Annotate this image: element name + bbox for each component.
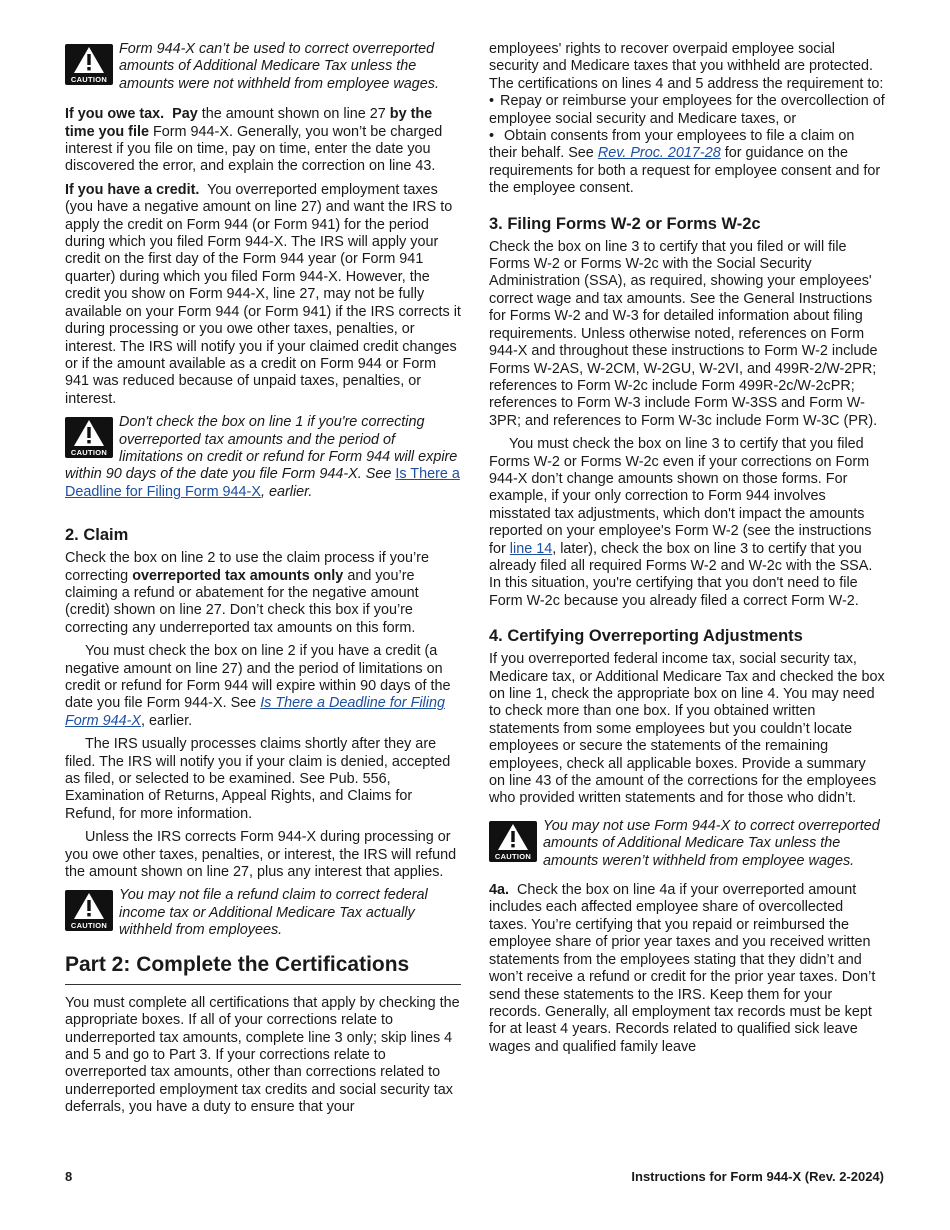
caution-icon: CAUTION xyxy=(65,890,113,931)
caution-note-4: CAUTION You may not use Form 944-X to correct overreported amounts of Additional Medicare Tax unless the amounts weren’t withheld from employee wages. xyxy=(489,818,885,870)
caution-icon: CAUTION xyxy=(65,44,113,85)
certifications-continued: employees' rights to recover overpaid employee social security and Medicare taxes that you withheld are protected. The certifications on lines 4 and 5 address the requirement to: xyxy=(489,41,884,92)
claim-heading: 2. Claim xyxy=(65,526,129,545)
line-14-link[interactable]: line 14 xyxy=(509,540,553,557)
bullet-item: • Repay or reimburse your employees for the overcollection of employee social security and Medicare taxes, or xyxy=(489,93,885,128)
certifying-heading: 4. Certifying Overreporting Adjustments xyxy=(489,627,803,646)
bullet-item: • Obtain consents from your employees to file a claim on their behalf. See Rev. Proc. 2017-28 for guidance on the requirements for both a request for employee consent and for the employee consent. xyxy=(489,128,885,198)
certifying-paragraph: If you overreported federal income tax, social security tax, Medicare tax, or Additional Medicare Tax and checked the box on line 1, check the appropriate box on line 4. You may need to check more than one box. If you obtained written statements from some employees but you couldn’t locate employees or secure the statements of the remaining employees, check all applicable boxes. Provide a summary on line 43 of the amount of the corrections for the employees who provided written statements and for those who didn’t. xyxy=(489,651,885,807)
w2-heading: 3. Filing Forms W-2 or Forms W-2c xyxy=(489,214,761,233)
line-4a-paragraph: 4a. Check the box on line 4a if your overreported amount includes each affected employee share of overcollected taxes. You’re certifying that you repaid or reimbursed the employee share of prior year taxes and you received written statements from the employees stating that they didn’t and won’t receive a refund or credit for the prior year taxes. Don’t send these statements to the IRS. Keep them for your records. Generally, all employment tax records must be kept for at least 4 years. Records related to qualified sick leave wages and qualified family leave xyxy=(489,882,876,1055)
part2-paragraph: You must complete all certifications that apply by checking the appropriate boxes. If all of your corrections relate to underreported tax amounts, complete line 3 only; skip lines 4 and 5 and go to Part 3. If your corrections relate to overreported tax amounts, other than corrections related to underreported employment tax credits and social security tax deferrals, you have a duty to ensure that your xyxy=(65,994,460,1116)
left-column xyxy=(65,41,461,1123)
caution-note-1 xyxy=(65,41,461,93)
claim-paragraph-3: The IRS usually processes claims shortly after they are filed. The IRS will notify you if your claim is denied, accepted as filed, or selected to be examined. See Pub. 556, Examination of Returns, Appeal Rights, and Claims for Refund, for more information. xyxy=(65,736,451,822)
footer-title: Instructions for Form 944-X (Rev. 2-2024) xyxy=(631,1169,884,1184)
caution-note-2: CAUTION Don't check the box on line 1 if you're correcting overreported tax amounts and the period of limitations on credit or refund for Form 944 will expire within 90 days of the date you file Form 944-X. See Is There a Deadline for Filing Form 944-X, earlier. xyxy=(65,414,460,500)
part2-heading: Part 2: Complete the Certifications xyxy=(65,952,461,985)
caution-text: Form 944-X can’t be used to correct overreported amounts of Additional Medicare Tax unless the amounts were not withheld from employee wages. xyxy=(119,41,439,92)
caution-icon: CAUTION xyxy=(489,821,537,862)
credit-paragraph: If you have a credit. You overreported employment taxes (you have a negative amount on line 27) and want the IRS to apply the credit on Form 944 (or Form 941) for the period during which you filed Form 944-X. The IRS will apply your credit on the first day of the Form 944 year (or Form 941 quarter) during which you filed Form 944-X. However, the credit you show on Form 944-X, line 27, may not be fully available on your Form 944 (or Form 941) if the IRS corrects it during processing or you owe other taxes, penalties, or interest. The IRS will notify you if your claimed credit changes or if the amount available as a credit on Form 944 or Form 941 was reduced because of unpaid taxes, penalties, or interest. xyxy=(65,181,461,407)
caution-icon: CAUTION xyxy=(65,417,113,458)
right-column xyxy=(489,41,885,1062)
caution-note-3: CAUTION You may not file a refund claim to correct federal income tax or Additional Medicare Tax actually withheld from employees. xyxy=(65,887,461,939)
owe-tax-paragraph: If you owe tax. Pay the amount shown on line 27 by the time you file Form 944-X. Generally, you won’t be charged interest if you file on time, pay on time, enter the date you discovered the error, and explain the correction on line 43. xyxy=(65,106,443,175)
page-number: 8 xyxy=(65,1169,73,1184)
w2-paragraph-2: You must check the box on line 3 to certify that you filed Forms W-2 or Forms W-2c even if your corrections on Form 944-X don’t change amounts shown on those forms. For example, if your only correction to Form 944 involves misstated tax adjustments, which don't impact the amounts reported on your employee's Form W-2 (see the instructions for line 14, later), check the box on line 3 to certify that you already filed all required Forms W-2 and W-2c with the SSA. In this situation, you're certifying that you don't need to file Form W-2c because you already filed a correct Form W-2. xyxy=(489,436,873,609)
claim-paragraph-2: You must check the box on line 2 if you have a credit (a negative amount on line 27) and the period of limitations on credit or refund for Form 944 will expire within 90 days of the date you file Form 944-X. See Is There a Deadline for Filing Form 944-X, earlier. xyxy=(65,643,451,729)
deadline-link[interactable]: Is There a Deadline for Filing Form 944-X xyxy=(65,695,445,729)
deadline-link[interactable]: Is There a Deadline for Filing Form 944-X xyxy=(65,466,460,500)
claim-paragraph-4: Unless the IRS corrects Form 944-X during processing or you owe other taxes, penalties, or interest, the IRS will refund the amount shown on line 27, plus any interest that applies. xyxy=(65,829,457,881)
rev-proc-link[interactable]: Rev. Proc. 2017-28 xyxy=(597,145,721,162)
w2-paragraph-1: Check the box on line 3 to certify that you filed or will file Forms W-2 or Forms W-2c with the Social Security Administration (SSA), as required, showing your employees' correct wage and tax amounts. See the General Instructions for Forms W-2 and W-3 for detailed information about filing requirements. Unless otherwise noted, references on Form 944-X and throughout these instructions to Form W-2 include Forms W-2AS, W-2CM, W-2GU, W-2VI, and 499R-2/W-2PR; references to Form W-2c include Form 499R-2c/W-2cPR; references to Form W-3 include Form W-3SS and Form W-3PR; and references to Form W-3c include Form W-3C (PR). xyxy=(489,238,878,429)
claim-paragraph-1: Check the box on line 2 to use the claim process if you’re correcting overreported tax amounts only and you’re claiming a refund or abatement for the negative amount (credit) shown on line 27. Don’t check this box if you’re correcting any underreported tax amounts on this form. xyxy=(65,550,429,636)
